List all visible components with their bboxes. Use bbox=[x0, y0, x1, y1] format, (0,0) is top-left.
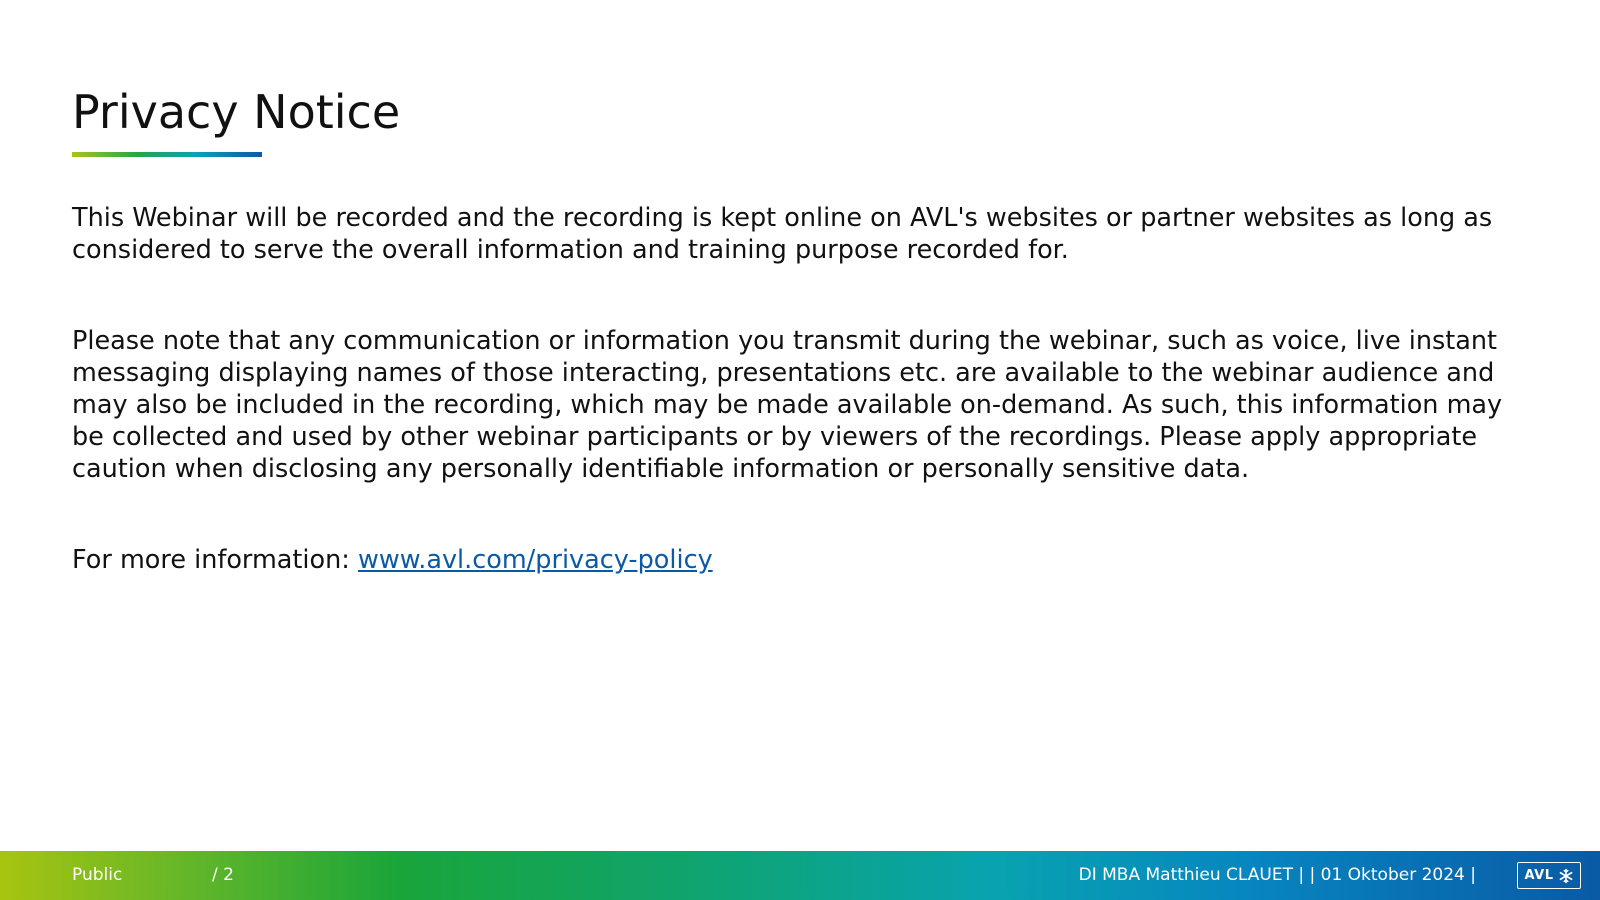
avl-logo bbox=[1517, 862, 1581, 889]
more-info-label: For more information: bbox=[72, 545, 358, 575]
more-info-line bbox=[72, 544, 1532, 576]
privacy-policy-link[interactable]: www.avl.com/privacy-policy bbox=[357, 545, 713, 575]
slide-body bbox=[72, 202, 1532, 576]
footer-bar bbox=[0, 851, 1600, 900]
logo-text: AVL bbox=[1524, 868, 1554, 883]
recording-paragraph: This Webinar will be recorded and the recording is kept online on AVL's websites or partner websites as long as considered to serve the overall information and training purpose recorded for. bbox=[72, 203, 1493, 265]
communication-paragraph: Please note that any communication or information you transmit during the webinar, such as voice, live instant messaging displaying names of those interacting, presentations etc. are available to the webinar audience and may also be included in the recording, which may be made available on-demand. As such, this information may be collected and used by other webinar participants or by viewers of the recordings. Please apply appropriate caution when disclosing any personally identifiable information or personally sensitive data. bbox=[72, 326, 1503, 484]
presenter-date: DI MBA Matthieu CLAUET | | 01 Oktober 2024 | bbox=[1078, 865, 1476, 885]
page-number: / 2 bbox=[212, 865, 234, 885]
page-title: Privacy Notice bbox=[72, 85, 401, 139]
classification-label: Public bbox=[72, 865, 123, 885]
avl-snowflake-icon bbox=[1558, 868, 1574, 884]
title-underline bbox=[72, 152, 262, 157]
